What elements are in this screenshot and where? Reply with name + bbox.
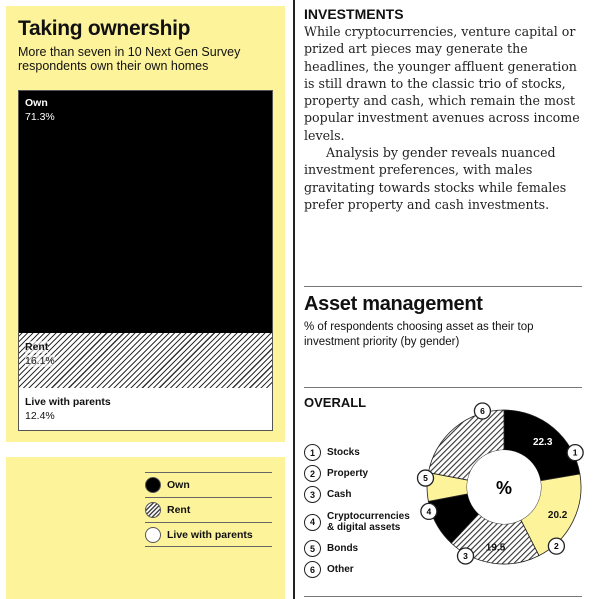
ownership-stacked-bar [18,90,273,431]
investments-heading: INVESTMENTS [304,6,404,22]
legend-label: Other [327,564,354,575]
asset-donut-chart [410,395,600,585]
legend-label: Bonds [327,543,359,554]
legend-item-bonds [304,540,358,557]
bar-segment-rent [19,333,272,388]
hatched-circle-icon [145,502,161,518]
slice-number: 5 [423,473,428,484]
investments-body [304,23,586,213]
segment-value: 71.3% [25,111,55,123]
slice-value-label: 22.3 [532,437,553,449]
slice-number: 4 [426,506,432,517]
legend-label: Live with parents [167,528,253,541]
number-badge: 6 [304,561,321,578]
slice-number: 3 [463,550,468,561]
segment-label: Own [25,97,48,109]
legend-item-stocks [304,444,360,461]
slice-value-label: 19.5 [485,542,506,554]
investments-paragraph-2: Analysis by gender reveals nuanced investment preferences, with males gravitating towards stocks while females prefer property and cash investments. [304,145,567,212]
legend-label: Property [327,468,369,479]
empty-circle-icon [145,527,161,543]
section-label-overall: OVERALL [304,395,367,410]
legend-item-own [145,472,272,497]
segment-value: 16.1% [25,355,55,367]
legend-label: Stocks [327,447,360,458]
number-badge: 1 [304,444,321,461]
asset-management-title: Asset management [304,293,483,315]
number-badge: 5 [304,540,321,557]
number-badge: 4 [304,514,321,531]
legend-item-cash [304,486,351,503]
ownership-legend [145,472,272,547]
number-badge: 2 [304,465,321,482]
legend-item-other [304,561,354,578]
column-divider [293,0,295,599]
divider [304,387,582,388]
filled-circle-icon [145,477,161,493]
divider [304,596,582,597]
legend-label: Cash [327,489,352,500]
asset-management-subtitle: % of respondents choosing asset as their top investment priority (by gender) [304,321,534,348]
legend-label: Cryptocurrencies & digital assets [327,511,410,533]
legend-item-property [304,465,368,482]
segment-value: 12.4% [25,410,55,422]
ownership-title: Taking ownership [18,17,191,40]
divider [304,286,582,287]
center-label: % [495,478,513,498]
slice-number: 1 [572,447,578,458]
legend-label: Rent [167,504,191,516]
legend-item-live-with-parents [145,522,272,547]
number-badge: 3 [304,486,321,503]
slice-value-label: 20.2 [547,509,568,521]
bar-segment-live-with-parents [19,388,272,430]
legend-item-crypto [304,511,417,533]
investments-paragraph-1: While cryptocurrencies, venture capital or prized art pieces may generate the headlines, the younger affluent generation is still drawn to the classic trio of stocks, property and cash, which remain the most popular investment avenues across income levels. [304,24,580,143]
slice-number: 6 [480,405,485,416]
segment-label: Live with parents [25,396,111,408]
legend-item-rent [145,497,272,522]
slice-number: 2 [554,541,559,552]
legend-label: Own [167,479,190,491]
bar-segment-own [19,91,272,333]
segment-label: Rent [25,341,49,353]
ownership-subtitle: More than seven in 10 Next Gen Survey respondents own their own homes [18,45,241,73]
